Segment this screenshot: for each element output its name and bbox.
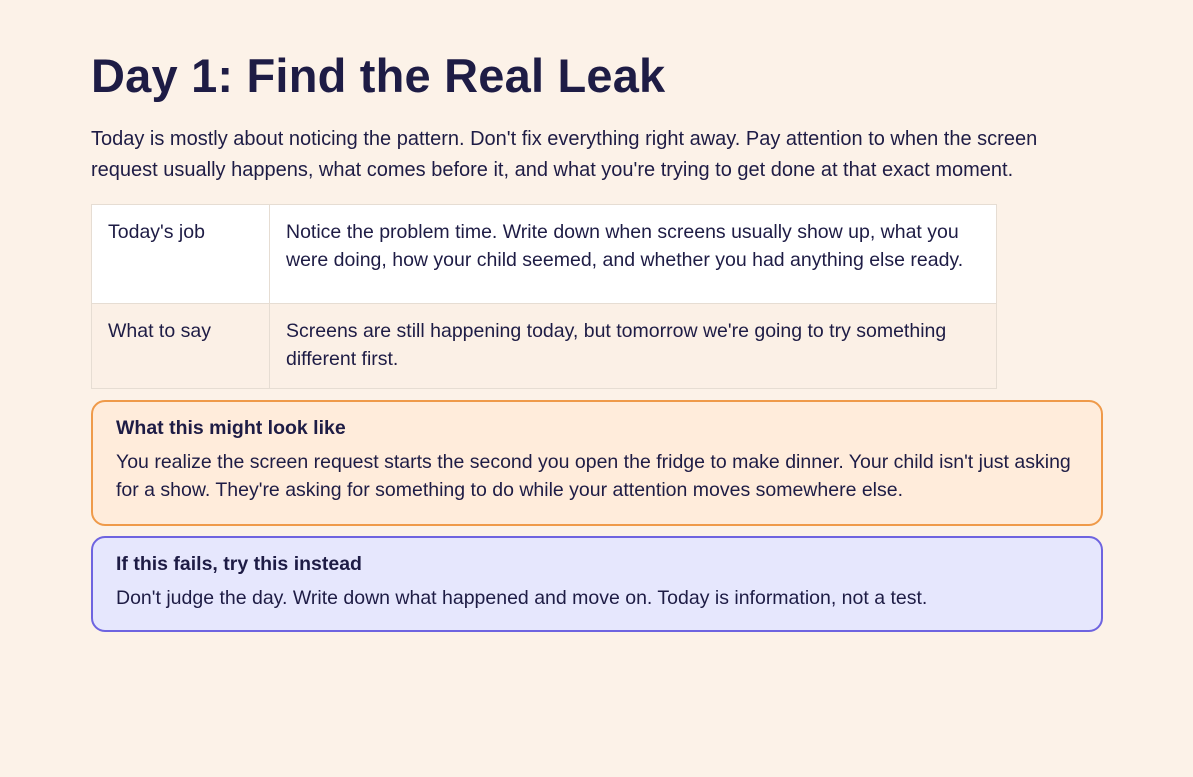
- page-content: [91, 50, 1103, 632]
- table-row-todays-job: [92, 205, 997, 304]
- table-row-text: Notice the problem time. Write down when screens usually show up, what you were doing, how your child seemed, and whether you had anything else ready.: [270, 205, 997, 304]
- fallback-callout-text: Don't judge the day. Write down what happened and move on. Today is information, not a test.: [116, 587, 928, 609]
- page-title: Day 1: Find the Real Leak: [91, 49, 666, 102]
- table-row-label: Today's job: [92, 205, 270, 304]
- table-row-text: Screens are still happening today, but tomorrow we're going to try something different first.: [270, 304, 997, 389]
- fallback-callout: [91, 536, 1103, 632]
- example-callout: [91, 400, 1103, 526]
- example-callout-title: What this might look like: [116, 417, 346, 439]
- example-callout-text: You realize the screen request starts the second you open the fridge to make dinner. Your child isn't just asking for a show. They're asking for something to do while your attention moves somewhere else.: [116, 451, 1071, 501]
- table-row-what-to-say: [92, 304, 997, 389]
- table-row-label: What to say: [92, 304, 270, 389]
- info-table: [91, 204, 997, 389]
- intro-paragraph: Today is mostly about noticing the pattern. Don't fix everything right away. Pay attention to when the screen request usually happens, what comes before it, and what you're trying to get done at that exact moment.: [91, 128, 1038, 181]
- fallback-callout-title: If this fails, try this instead: [116, 553, 362, 575]
